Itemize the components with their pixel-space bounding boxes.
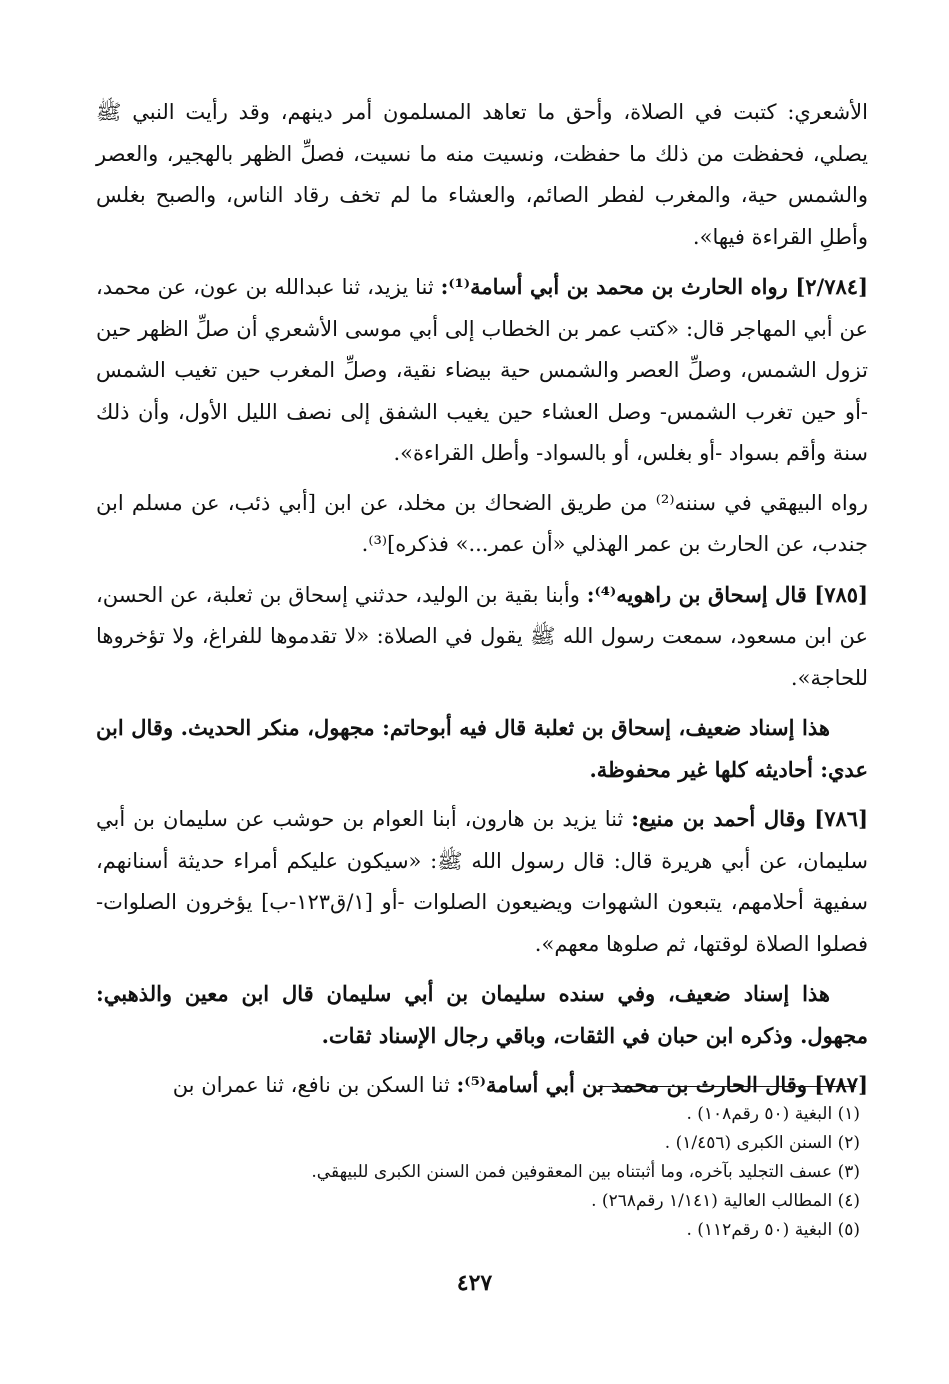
paragraph-text: هذا إسناد ضعيف، وفي سنده سليمان بن أبي سليمان قال ابن معين والذهبي: مجهول. وذكره ابن حبان في الثقات، وباقي رجال الإسناد ثقات. <box>96 981 868 1048</box>
commentary-paragraph <box>96 707 868 790</box>
paragraph-text: ثنا السكن بن نافع، ثنا عمران بن <box>172 1073 457 1097</box>
paragraph-text: ثنا يزيد، ثنا عبدالله بن عون، عن محمد، عن أبي المهاجر قال: «كتب عمر بن الخطاب إلى أبي موسى الأشعري أن صلِّ الظهر حين تزول الشمس، وصلِّ العصر والشمس حية بيضاء نقية، وصلِّ المغرب حين تغيب الشمس -أو حين تغرب الشمس- وصل العشاء حين يغيب الشفق إلى نصف الليل الأول، وأن ذلك سنة وأقم بسواد -أو بغلس، أو بالسواد- وأطل القراءة». <box>96 275 868 465</box>
paragraph <box>96 483 868 566</box>
paragraph <box>96 574 868 700</box>
commentary-paragraph <box>96 973 868 1056</box>
paragraph-text: وأبنا بقية بن الوليد، حدثني إسحاق بن ثعلبة، عن الحسن، عن ابن مسعود، سمعت رسول الله ﷺ يقول في الصلاة: «لا تقدموها للفراغ، ولا تؤخروها للحاجة». <box>96 582 868 690</box>
footnote-divider <box>598 1086 856 1087</box>
paragraph-text: رواه البيهقي في سننه⁽²⁾ من طريق الضحاك بن مخلد، عن ابن [أبي ذئب، عن مسلم ابن جندب، عن الحارث بن عمر الهذلي «أن عمر...» فذكره]⁽³⁾. <box>96 490 868 556</box>
main-text <box>96 92 868 1115</box>
footnotes <box>96 1100 860 1245</box>
paragraph-text: هذا إسناد ضعيف، إسحاق بن ثعلبة قال فيه أبوحاتم: مجهول، منكر الحديث. وقال ابن عدي: أحاديثه كلها غير محفوظة. <box>96 715 868 782</box>
paragraph <box>96 92 868 258</box>
paragraph <box>96 266 868 475</box>
hadith-heading: [٢/٧٨٤] رواه الحارث بن محمد بن أبي أسامة⁽¹⁾: <box>440 274 869 299</box>
footnote: (٤) المطالب العالية (١/١٤١ رقم٢٦٨) . <box>591 1191 860 1211</box>
footnote: (٣) عسف التجليد بآخره، وما أثبتناه بين المعقوفين فمن السنن الكبرى للبيهقي. <box>311 1162 860 1182</box>
paragraph <box>96 798 868 965</box>
paragraph-text: ثنا يزيد بن هارون، أبنا العوام بن حوشب عن سليمان بن أبي سليمان، عن أبي هريرة قال: قال رسول الله ﷺ: «سيكون عليكم أمراء حديثة أسنانهم، سفيهة أحلامهم، يتبعون الشهوات ويضيعون الصلوات -أو [١/ق١٢٣-ب] يؤخرون الصلوات- فصلوا الصلاة لوقتها، ثم صلوها معهم». <box>96 807 868 956</box>
footnote: (٥) البغية (٥٠ رقم١١٢) . <box>686 1220 860 1240</box>
page-number: ٤٢٧ <box>456 1270 493 1296</box>
footnote: (٢) السنن الكبرى (١/٤٥٦) . <box>664 1133 860 1153</box>
hadith-heading: [٧٨٧] وقال الحارث بن محمد بن أبي أسامة⁽⁵⁾: <box>456 1072 868 1097</box>
paragraph-text: الأشعري: كتبت في الصلاة، وأحق ما تعاهد المسلمون أمر دينهم، وقد رأيت النبي ﷺ يصلي، فحفظت من ذلك ما حفظت، ونسيت منه ما نسيت، فصلِّ الظهر بالهجير، والعصر والشمس حية، والمغرب لفطر الصائم، والعشاء ما لم تخف رقاد الناس، والصبح بغلس وأطلِ القراءة فيها». <box>96 100 868 249</box>
hadith-heading: [٧٨٦] وقال أحمد بن منيع: <box>631 806 869 831</box>
footnote: (١) البغية (٥٠ رقم١٠٨) . <box>686 1104 860 1124</box>
hadith-heading: [٧٨٥] قال إسحاق بن راهويه⁽⁴⁾: <box>586 581 868 607</box>
